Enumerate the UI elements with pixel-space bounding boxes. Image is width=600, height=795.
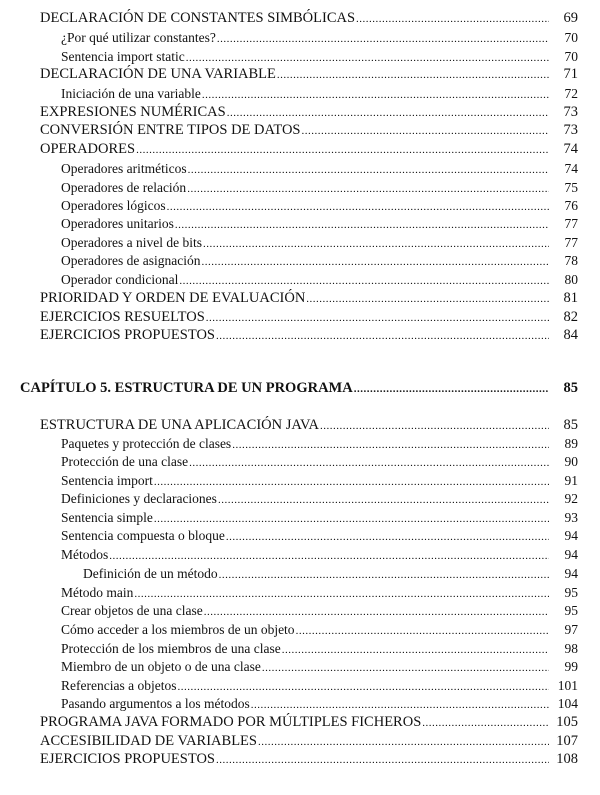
chapter-page: 85 (563, 380, 578, 396)
toc-entry-page: 73 (563, 122, 578, 138)
dot-leader (154, 477, 549, 488)
toc-entry-title: ACCESIBILIDAD DE VARIABLES (40, 733, 257, 749)
toc-entry-page: 77 (564, 235, 578, 250)
dot-leader (189, 458, 549, 469)
toc-entry-title: Cómo acceder a los miembros de un objeto (61, 622, 295, 637)
toc-entry-title: Miembro de un objeto o de una clase (61, 659, 261, 674)
toc-entry-title: Operadores a nivel de bits (61, 235, 202, 250)
toc-entry-title: Sentencia import static (61, 49, 185, 64)
dot-leader (226, 532, 549, 543)
chapter-title: CAPÍTULO 5. ESTRUCTURA DE UN PROGRAMA (20, 380, 353, 396)
dot-leader (356, 14, 549, 25)
toc-entry-page: 77 (564, 216, 578, 231)
toc-entry-page: 97 (564, 622, 578, 637)
dot-leader (134, 589, 549, 600)
toc-entry-page: 105 (556, 714, 578, 730)
toc-entry-title: EJERCICIOS RESUELTOS (40, 309, 205, 325)
toc-entry-page: 93 (564, 510, 578, 525)
toc-entry-title: PROGRAMA JAVA FORMADO POR MÚLTIPLES FICHEROS (40, 714, 422, 730)
dot-leader (422, 718, 549, 729)
toc-chapter-heading (20, 380, 578, 397)
toc-entry (40, 309, 578, 326)
toc-entry (61, 30, 578, 46)
dot-leader (167, 202, 549, 213)
toc-entry (61, 436, 578, 452)
dot-leader (136, 145, 549, 156)
toc-entry (61, 678, 578, 694)
toc-entry (40, 417, 578, 434)
toc-entry-page: 98 (564, 641, 578, 656)
toc-entry (61, 161, 578, 177)
dot-leader (227, 108, 549, 119)
toc-entry-page: 91 (564, 473, 578, 488)
dot-leader (186, 53, 549, 64)
toc-entry-page: 101 (557, 678, 578, 693)
toc-entry-page: 78 (564, 253, 578, 268)
toc-entry-title: Sentencia simple (61, 510, 153, 525)
toc-entry (40, 10, 578, 27)
toc-entry (61, 454, 578, 470)
toc-entry-page: 107 (556, 733, 578, 749)
toc-entry (61, 198, 578, 214)
toc-entry-title: EJERCICIOS PROPUESTOS (40, 751, 215, 767)
toc-entry (40, 733, 578, 750)
toc-entry-page: 94 (564, 547, 578, 562)
toc-entry (61, 272, 578, 288)
toc-entry (83, 566, 578, 582)
toc-entry-page: 104 (557, 696, 578, 711)
toc-entry (61, 49, 578, 65)
toc-entry (61, 547, 578, 563)
toc-entry (61, 180, 578, 196)
toc-entry-page: 99 (564, 659, 578, 674)
toc-entry-title: Sentencia import (61, 473, 153, 488)
dot-leader (282, 645, 549, 656)
toc-entry-title: Métodos (61, 547, 109, 562)
toc-entry-title: Operadores lógicos (61, 198, 166, 213)
toc-entry-page: 81 (563, 290, 578, 306)
dot-leader (217, 34, 549, 45)
dot-leader (187, 184, 549, 195)
toc-entry (61, 235, 578, 251)
dot-leader (218, 495, 549, 506)
toc-entry (40, 66, 578, 83)
dot-leader (203, 239, 549, 250)
toc-entry-page: 75 (564, 180, 578, 195)
toc-entry-page: 76 (564, 198, 578, 213)
dot-leader (232, 440, 549, 451)
dot-leader (258, 737, 549, 748)
toc-entry-title: Protección de una clase (61, 454, 189, 469)
toc-entry-page: 82 (563, 309, 578, 325)
toc-entry-title: Pasando argumentos a los métodos (61, 696, 250, 711)
toc-entry (61, 603, 578, 619)
toc-entry-title: Operadores unitarios (61, 216, 174, 231)
toc-entry (61, 528, 578, 544)
toc-entry (40, 104, 578, 121)
toc-entry-page: 92 (564, 491, 578, 506)
toc-entry (40, 290, 578, 307)
dot-leader (202, 90, 549, 101)
dot-leader (354, 384, 549, 395)
toc-entry (61, 585, 578, 601)
dot-leader (306, 294, 549, 305)
toc-entry-title: Sentencia compuesta o bloque (61, 528, 225, 543)
dot-leader (109, 551, 549, 562)
toc-entry-page: 70 (564, 30, 578, 45)
toc-entry-page: 72 (564, 86, 578, 101)
toc-entry-title: Operadores aritméticos (61, 161, 187, 176)
toc-entry-title: DECLARACIÓN DE UNA VARIABLE (40, 66, 276, 82)
toc-entry-title: Operadores de asignación (61, 253, 201, 268)
toc-entry (40, 751, 578, 768)
toc-entry-title: PRIORIDAD Y ORDEN DE EVALUACIÓN (40, 290, 306, 306)
dot-leader (216, 331, 549, 342)
dot-leader (320, 421, 549, 432)
toc-entry-page: 85 (563, 417, 578, 433)
toc-entry-title: OPERADORES (40, 141, 136, 157)
toc-entry-title: Iniciación de una variable (61, 86, 201, 101)
toc-entry-title: EXPRESIONES NUMÉRICAS (40, 104, 226, 120)
dot-leader (216, 755, 549, 766)
toc-entry (61, 622, 578, 638)
toc-entry-page: 73 (563, 104, 578, 120)
dot-leader (177, 682, 549, 693)
toc-entry-page: 74 (563, 141, 578, 157)
toc-entry-page: 74 (564, 161, 578, 176)
dot-leader (277, 70, 549, 81)
toc-entry-title: Operadores de relación (61, 180, 187, 195)
toc-entry-page: 108 (556, 751, 578, 767)
toc-entry-page: 94 (564, 528, 578, 543)
toc-entry-title: ESTRUCTURA DE UNA APLICACIÓN JAVA (40, 417, 320, 433)
dot-leader (201, 257, 549, 268)
toc-entry (61, 253, 578, 269)
toc-entry-title: Operador condicional (61, 272, 179, 287)
dot-leader (175, 220, 549, 231)
toc-entry (61, 86, 578, 102)
toc-entry-page: 95 (564, 603, 578, 618)
dot-leader (262, 663, 549, 674)
toc-entry (61, 473, 578, 489)
toc-entry (40, 714, 578, 731)
dot-leader (296, 626, 549, 637)
toc-entry-title: Protección de los miembros de una clase (61, 641, 281, 656)
toc-entry-title: Referencias a objetos (61, 678, 177, 693)
toc-entry-title: DECLARACIÓN DE CONSTANTES SIMBÓLICAS (40, 10, 356, 26)
dot-leader (188, 165, 549, 176)
toc-entry (61, 696, 578, 712)
toc-entry (61, 641, 578, 657)
toc-entry-page: 71 (563, 66, 578, 82)
toc-entry-title: Método main (61, 585, 134, 600)
toc-entry-page: 80 (564, 272, 578, 287)
toc-entry-page: 95 (564, 585, 578, 600)
toc-entry-page: 70 (564, 49, 578, 64)
toc-entry-title: ¿Por qué utilizar constantes? (61, 30, 216, 45)
dot-leader (204, 607, 549, 618)
toc-entry (40, 122, 578, 139)
toc-entry-page: 90 (564, 454, 578, 469)
dot-leader (206, 313, 549, 324)
toc-entry-page: 94 (564, 566, 578, 581)
toc-entry (40, 141, 578, 158)
toc-entry (40, 327, 578, 344)
toc-entry (61, 491, 578, 507)
dot-leader (301, 126, 549, 137)
toc-entry-title: EJERCICIOS PROPUESTOS (40, 327, 215, 343)
toc-entry (61, 659, 578, 675)
toc-entry-page: 84 (563, 327, 578, 343)
toc-entry-title: Paquetes y protección de clases (61, 436, 232, 451)
toc-entry-page: 89 (564, 436, 578, 451)
toc-entry-title: Crear objetos de una clase (61, 603, 203, 618)
toc-entry-title: CONVERSIÓN ENTRE TIPOS DE DATOS (40, 122, 301, 138)
toc-entry (61, 216, 578, 232)
dot-leader (154, 514, 549, 525)
toc-entry-page: 69 (563, 10, 578, 26)
dot-leader (251, 700, 549, 711)
toc-entry-title: Definiciones y declaraciones (61, 491, 217, 506)
toc-entry (61, 510, 578, 526)
dot-leader (179, 276, 549, 287)
dot-leader (219, 570, 549, 581)
toc-entry-title: Definición de un método (83, 566, 218, 581)
